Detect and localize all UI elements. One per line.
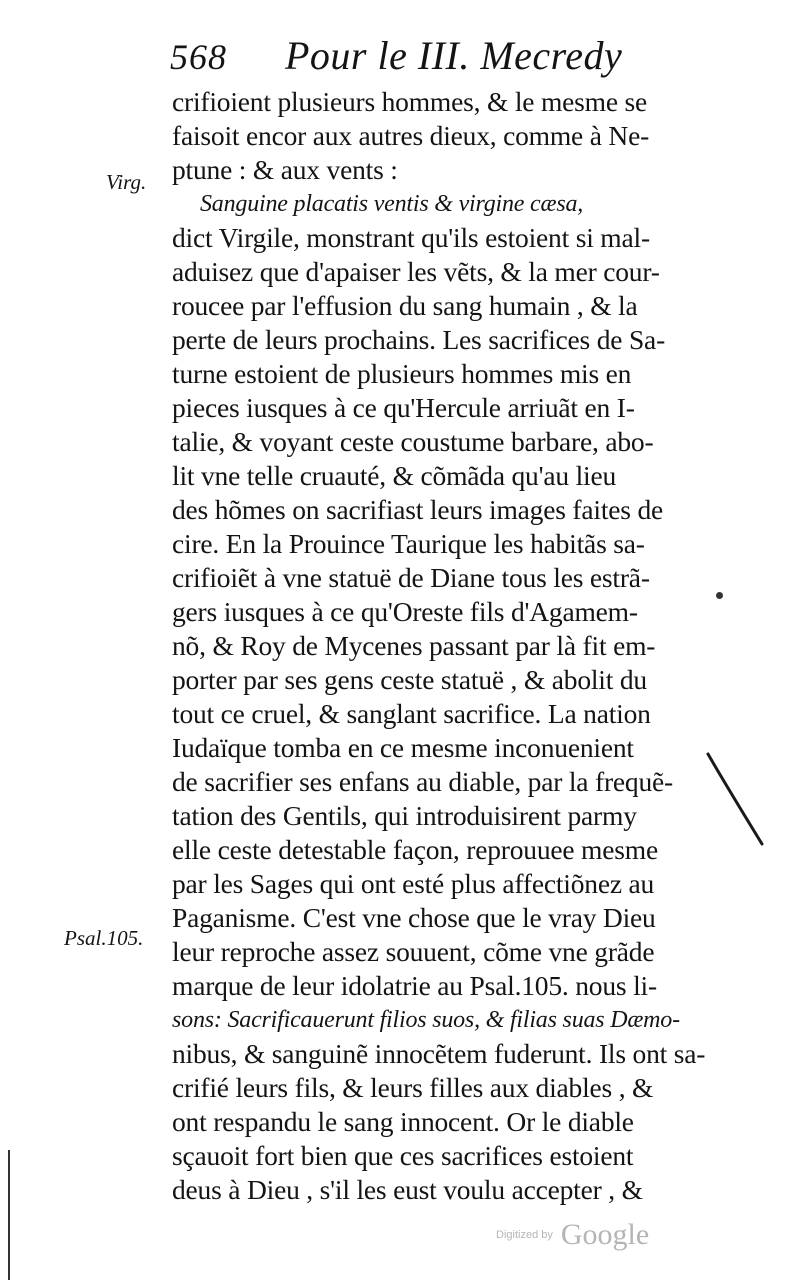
text-line: tout ce cruel, & sanglant sacrifice. La nation bbox=[172, 698, 651, 729]
running-head: Pour le III. Mecredy bbox=[285, 33, 623, 78]
text-line: deus à Dieu , s'il les eust voulu accepter , & bbox=[172, 1174, 643, 1205]
latin-quote-line: sons: Sacrificauerunt filios suos, & filias suas Dæmo- bbox=[172, 1007, 680, 1033]
text-line: gers iusques à ce qu'Oreste fils d'Agamem- bbox=[172, 596, 638, 627]
text-line: ont respandu le sang innocent. Or le diable bbox=[172, 1106, 634, 1137]
text-line: nõ, & Roy de Mycenes passant par là fit em- bbox=[172, 630, 656, 661]
body-text bbox=[172, 85, 706, 1207]
text-line: perte de leurs prochains. Les sacrifices de Sa- bbox=[172, 324, 666, 355]
text-line: sçauoit fort bien que ces sacrifices estoient bbox=[172, 1140, 634, 1171]
text-line: talie, & voyant ceste coustume barbare, abo- bbox=[172, 426, 654, 457]
margin-note-psalm: Psal.105. bbox=[64, 926, 144, 950]
margin-note-virgile: Virg. bbox=[106, 170, 147, 194]
ink-dot bbox=[716, 592, 723, 599]
text-line: par les Sages qui ont esté plus affectiõnez au bbox=[172, 868, 655, 899]
text-line: marque de leur idolatrie au Psal.105. nous li- bbox=[172, 970, 657, 1001]
text-line: crifioient plusieurs hommes, & le mesme se bbox=[172, 86, 648, 117]
text-line: aduisez que d'apaiser les vẽts, & la mer cour- bbox=[172, 256, 660, 287]
text-line: crifioiẽt à vne statuë de Diane tous les estrã- bbox=[172, 562, 650, 593]
text-line: nibus, & sanguinẽ innocẽtem fuderunt. Ils ont sa- bbox=[172, 1038, 706, 1069]
text-line: Iudaïque tomba en ce mesme inconuenient bbox=[172, 732, 634, 763]
text-line: Paganisme. C'est vne chose que le vray Dieu bbox=[172, 902, 656, 933]
text-line: faisoit encor aux autres dieux, comme à Ne- bbox=[172, 120, 650, 151]
text-line: dict Virgile, monstrant qu'ils estoient si mal- bbox=[172, 222, 650, 253]
text-line: pieces iusques à ce qu'Hercule arriuãt en I- bbox=[172, 392, 635, 423]
page-header bbox=[170, 28, 640, 84]
text-line: de sacrifier ses enfans au diable, par la frequẽ- bbox=[172, 766, 673, 797]
watermark-prefix: Digitized by bbox=[496, 1229, 553, 1241]
page-number: 568 bbox=[170, 37, 227, 77]
text-line: turne estoient de plusieurs hommes mis en bbox=[172, 358, 632, 389]
text-line: porter par ses gens ceste statuë , & abolit du bbox=[172, 664, 647, 695]
text-line: crifié leurs fils, & leurs filles aux diables , & bbox=[172, 1072, 654, 1103]
text-line: lit vne telle cruauté, & cõmãda qu'au lieu bbox=[172, 460, 617, 491]
text-line: ptune : & aux vents : bbox=[172, 154, 398, 185]
text-line: des hõmes on sacrifiast leurs images faites de bbox=[172, 494, 663, 525]
google-logo: Google bbox=[560, 1218, 650, 1251]
ink-stroke-mark bbox=[706, 752, 766, 847]
verse-quote-line: Sanguine placatis ventis & virgine cæsa, bbox=[200, 191, 584, 217]
page-edge-rule bbox=[8, 1150, 10, 1280]
text-line: leur reproche assez souuent, cõme vne grãde bbox=[172, 936, 655, 967]
text-line: cire. En la Prouince Taurique les habitãs sa- bbox=[172, 528, 645, 559]
text-line: elle ceste detestable façon, reprouuee mesme bbox=[172, 834, 658, 865]
digitization-watermark bbox=[496, 1218, 649, 1252]
text-line: tation des Gentils, qui introduisirent parmy bbox=[172, 800, 637, 831]
text-line: roucee par l'effusion du sang humain , & la bbox=[172, 290, 638, 321]
